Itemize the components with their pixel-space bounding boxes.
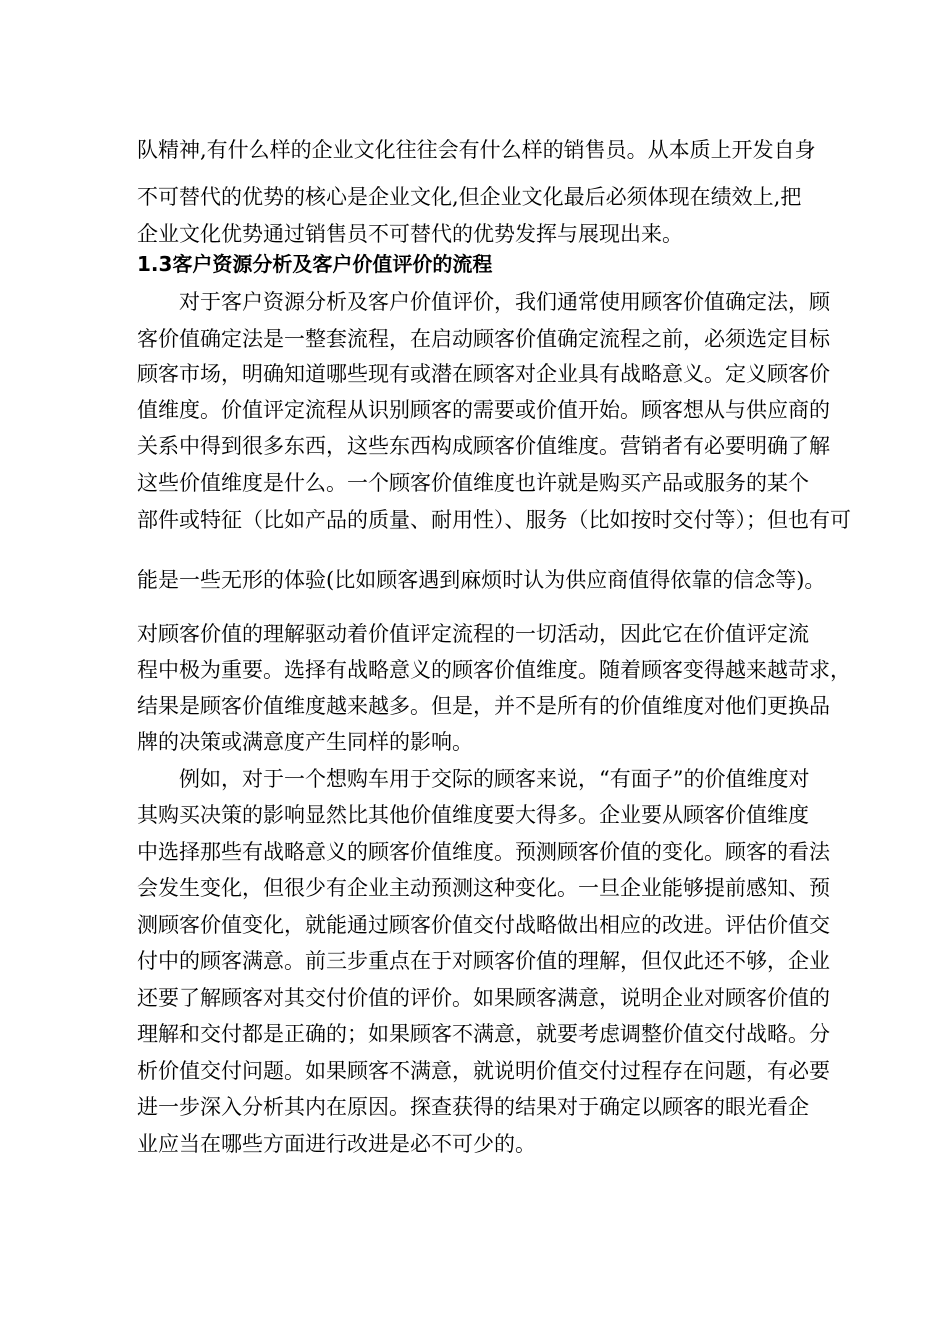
paragraph-line: 这些价值维度是什么。一个顾客价值维度也许就是购买产品或服务的某个 [137,471,809,495]
paragraph-line: 值维度。价值评定流程从识别顾客的需要或价值开始。顾客想从与供应商的 [137,398,830,422]
section-heading: 1.3客户资源分析及客户价值评价的流程 [137,252,493,276]
intro-line: 队精神,有什么样的企业文化往往会有什么样的销售员。从本质上开发自身 [137,138,816,162]
paragraph-line: 对顾客价值的理解驱动着价值评定流程的一切活动，因此它在价值评定流 [137,622,809,646]
paragraph-line: 关系中得到很多东西，这些东西构成顾客价值维度。营销者有必要明确了解 [137,434,830,458]
paragraph-line: 顾客市场，明确知道哪些现有或潜在顾客对企业具有战略意义。定义顾客价 [137,362,830,386]
paragraph-line: 进一步深入分析其内在原因。探查获得的结果对于确定以顾客的眼光看企 [137,1095,809,1119]
paragraph-line: 业应当在哪些方面进行改进是必不可少的。 [137,1132,536,1156]
paragraph-line: 牌的决策或满意度产生同样的影响。 [137,730,473,754]
paragraph-line: 会发生变化，但很少有企业主动预测这种变化。一旦企业能够提前感知、预 [137,876,830,900]
paragraph-line: 对于客户资源分析及客户价值评价，我们通常使用顾客价值确定法，顾 [179,290,830,314]
paragraph-line: 例如，对于一个想购车用于交际的顾客来说，“有面子”的价值维度对 [179,767,810,791]
paragraph-line: 其购买决策的影响显然比其他价值维度要大得多。企业要从顾客价值维度 [137,803,809,827]
paragraph-line: 中选择那些有战略意义的顾客价值维度。预测顾客价值的变化。顾客的看法 [137,840,830,864]
intro-line: 不可替代的优势的核心是企业文化,但企业文化最后必须体现在绩效上,把 [137,185,802,209]
paragraph-line: 程中极为重要。选择有战略意义的顾客价值维度。随着顾客变得越来越苛求， [137,658,851,682]
paragraph-line: 还要了解顾客对其交付价值的评价。如果顾客满意，说明企业对顾客价值的 [137,986,830,1010]
paragraph-line: 客价值确定法是一整套流程，在启动顾客价值确定流程之前，必须选定目标 [137,327,830,351]
paragraph-line: 析价值交付问题。如果顾客不满意，就说明价值交付过程存在问题，有必要 [137,1059,830,1083]
paragraph-line: 结果是顾客价值维度越来越多。但是，并不是所有的价值维度对他们更换品 [137,694,830,718]
paragraph-line: 测顾客价值变化，就能通过顾客价值交付战略做出相应的改进。评估价值交 [137,913,830,937]
intro-line: 企业文化优势通过销售员不可替代的优势发挥与展现出来。 [137,222,683,246]
paragraph-line: 能是一些无形的体验(比如顾客遇到麻烦时认为供应商值得依靠的信念等)。 [137,568,826,592]
paragraph-line: 付中的顾客满意。前三步重点在于对顾客价值的理解，但仅此还不够，企业 [137,949,830,973]
paragraph-line: 理解和交付都是正确的；如果顾客不满意，就要考虑调整价值交付战略。分 [137,1022,830,1046]
paragraph-line: 部件或特征（比如产品的质量、耐用性）、服务（比如按时交付等）；但也有可 [137,508,851,532]
